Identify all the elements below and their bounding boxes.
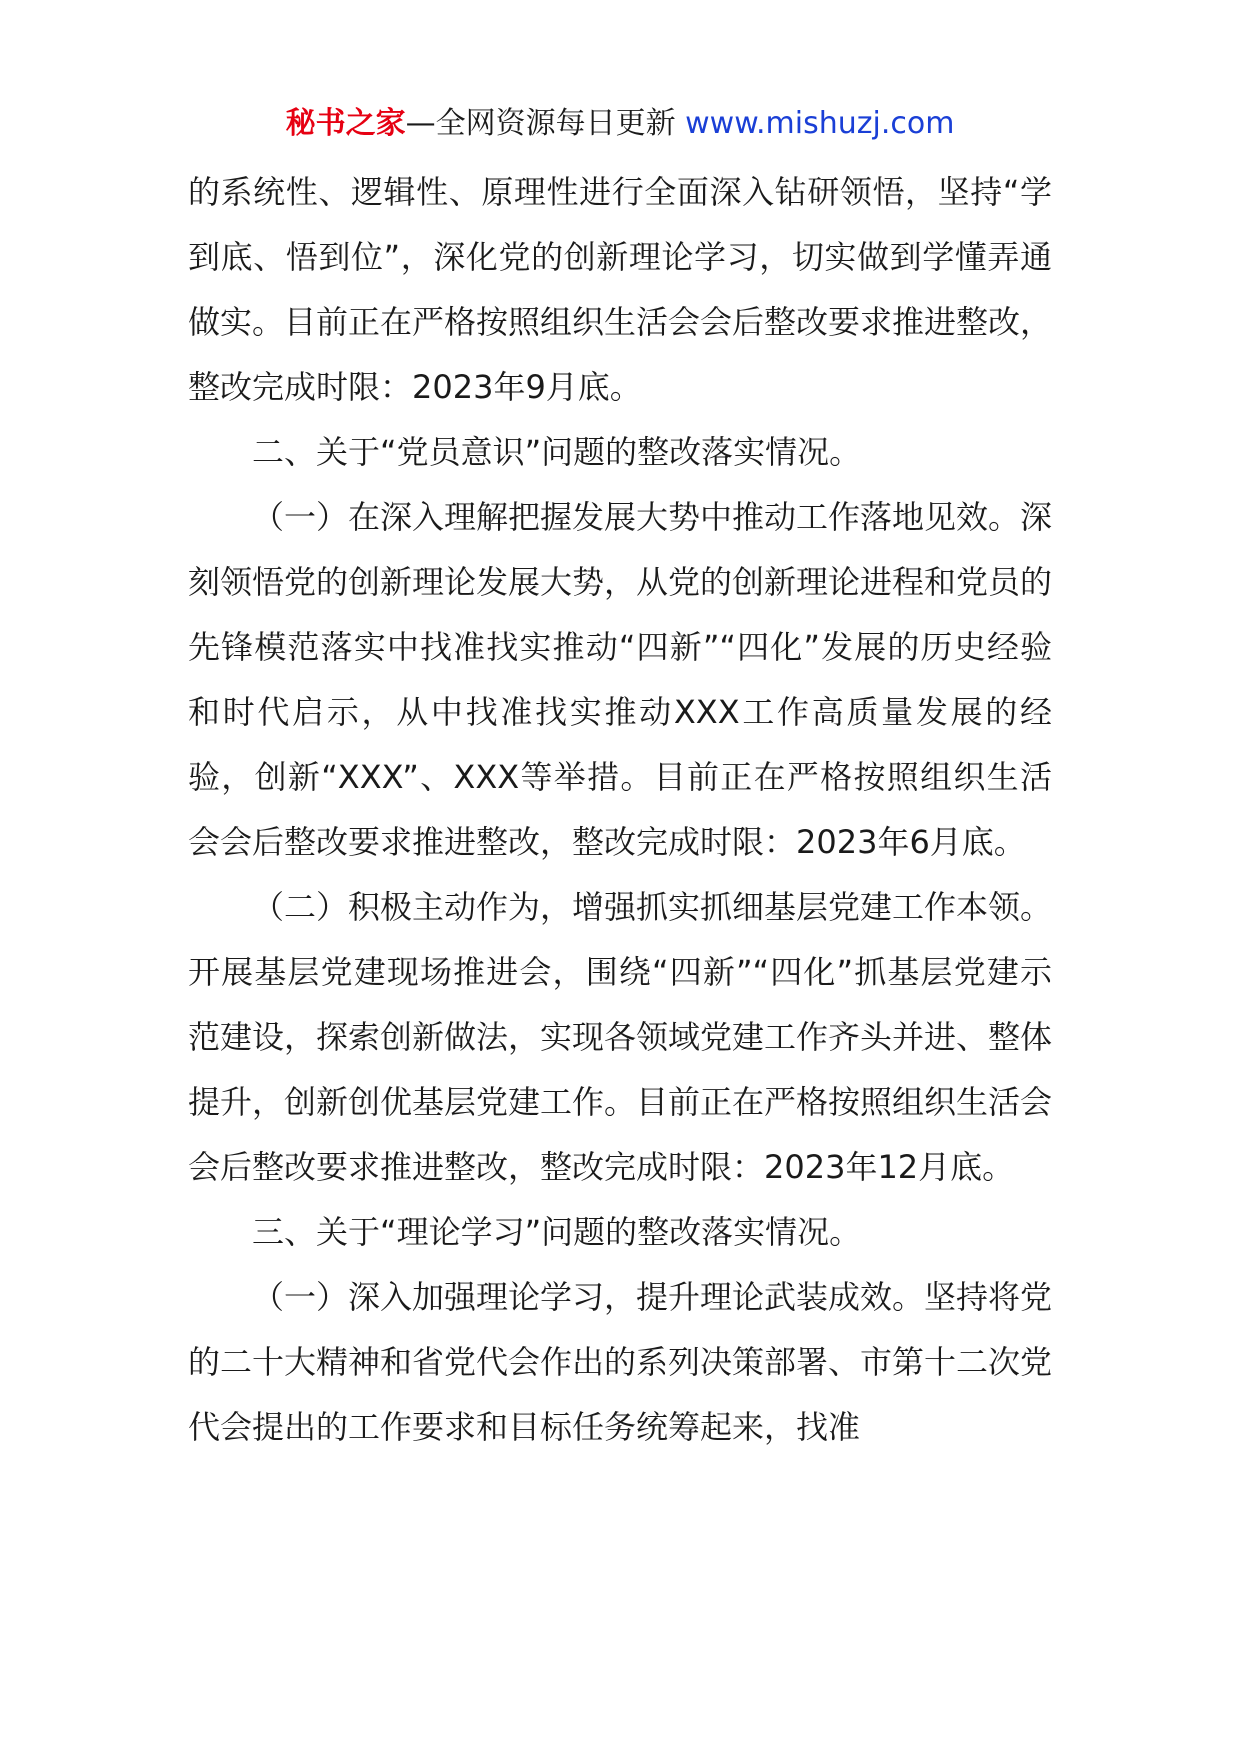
section-heading-2: 二、关于“党员意识”问题的整改落实情况。 (252, 433, 862, 471)
section-heading-3: 三、关于“理论学习”问题的整改落实情况。 (252, 1213, 862, 1251)
header-tagline: —全网资源每日更新 (405, 106, 686, 141)
paragraph-2-2: （二）积极主动作为，增强抓实抓细基层党建工作本领。开展基层党建现场推进会，围绕“四新”“四化”抓基层党建示范建设，探索创新做法，实现各领域党建工作齐头并进、整体提升，创新创优基层党建工作。目前正在严格按照组织生活会会后整改要求推进整改，整改完成时限：2023年12月底。 (188, 888, 1053, 1186)
document-body (188, 160, 1052, 1460)
paragraph-2-1: （一）在深入理解把握发展大势中推动工作落地见效。深刻领悟党的创新理论发展大势，从党的创新理论进程和党员的先锋模范落实中找准找实推动“四新”“四化”发展的历史经验和时代启示，从中找准找实推动XXX工作高质量发展的经验，创新“XXX”、XXX等举措。目前正在严格按照组织生活会会后整改要求推进整改，整改完成时限：2023年6月底。 (188, 498, 1053, 861)
paragraph-continuation: 的系统性、逻辑性、原理性进行全面深入钻研领悟，坚持“学到底、悟到位”，深化党的创新理论学习，切实做到学懂弄通做实。目前正在严格按照组织生活会会后整改要求推进整改，整改完成时限：2023年9月底。 (188, 173, 1053, 406)
page-header (0, 104, 1240, 144)
header-brand: 秘书之家 (285, 106, 406, 141)
paragraph-3-1: （一）深入加强理论学习，提升理论武装成效。坚持将党的二十大精神和省党代会作出的系列决策部署、市第十二次党代会提出的工作要求和目标任务统筹起来，找准 (188, 1278, 1053, 1446)
header-url-link[interactable]: www.mishuzj.com (685, 106, 955, 141)
